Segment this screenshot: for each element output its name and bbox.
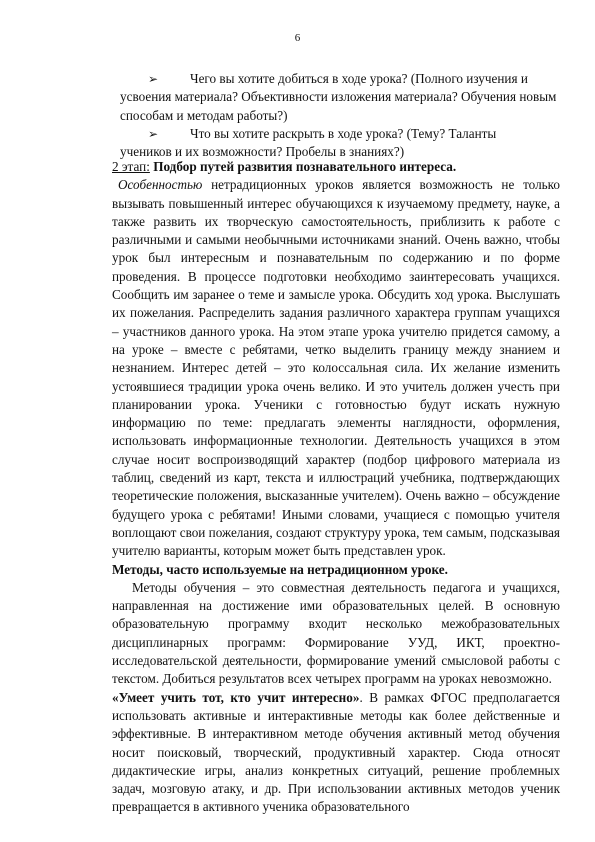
bullet-text: Чего вы хотите добиться в ходе урока? (Полного изучения и — [190, 71, 528, 86]
arrow-bullet-icon: ➢ — [148, 126, 159, 141]
bullet-continuation: усвоения материала? Объективности изложения материала? Обучения новым способам и методам работы?) — [120, 89, 557, 123]
bullet-list — [120, 70, 560, 161]
stage-title: Подбор путей развития познавательного интереса. — [153, 159, 457, 174]
bullet-item — [120, 125, 560, 162]
bullet-continuation: учеников и их возможности? Пробелы в знаниях?) — [120, 144, 405, 160]
main-text — [112, 158, 560, 817]
paragraph-body: нетрадиционных уроков является возможность не только вызывать повышенный интерес обучающихся к изучаемому предмету, науке, а также развить их творческую самостоятельность, приблизить к работе с различными и самыми необычными источниками знаний. Очень важно, чтобы урок был интересным и познавательным по содержанию и по форме проведения. В процессе подготовки необходимо заинтересовать учащихся. Сообщить им заранее о теме и замысле урока. Обсудить ход урока. Выслушать их пожелания. Распределить задания различного характера группам учащихся – участников данного урока. На этом этапе урока учителю придется самому, а на уроке – вместе с ребятами, четко выделить границу между знанием и незнанием. Интерес детей – это колоссальная сила. Их желание изменить устоявшиеся традиции урока очень велико. И это учитель должен учесть при планировании урока. Ученики с готовностью будут искать нужную информацию по теме: предлагать элементы наглядности, оформления, использовать информационные технологии. Деятельность учащихся в этом случае носит воспроизводящий характер (подбор цифрового материала из таблиц, сведений из карт, текста и иллюстраций учебника, подтверждающих теоретические положения, высказанные учителем). Очень важно – обсуждение будущего урока с ребятами! Иными словами, учащиеся с помощью учителя воплощают свои пожелания, создают структуру урока, тем самым, подсказывая учителю варианты, которым может быть представлен урок. — [112, 177, 561, 559]
methods-heading: Методы, часто используемые на нетрадиционном уроке. — [112, 561, 448, 577]
stage-number: 2 этап: — [112, 159, 150, 174]
paragraph-body-cont: . В рамках ФГОС предполагается использовать активные и интерактивные методы как более действенные и эффективные. В интерактивном методе обучения активный метод обучения носит поисковый, творческий, продуктивный характер. Сюда относят дидактические игры, анализ конкретных ситуаций, решение проблемных задач, мозговую атаку, и др. При использовании активных методов ученик превращается в активного ученика образовательного — [112, 689, 560, 815]
bullet-text: Что вы хотите раскрыть в ходе урока? (Тему? Таланты — [190, 125, 497, 141]
bold-quote: «Умеет учить тот, кто учит интересно» — [112, 689, 360, 705]
page-number: 6 — [294, 32, 301, 44]
bullet-first-line — [120, 125, 560, 143]
bullet-first-line — [120, 70, 560, 88]
bullet-item — [120, 70, 560, 125]
paragraph-body: Методы обучения – это совместная деятельность педагога и учащихся, направленная на достижение ими образовательных целей. В основную образовательную программу входит несколько межобразовательных дисциплинарных программ: Формирование УУД, ИКТ, проектно-исследовательской деятельности, формирование умений смысловой работы с текстом. Добиться результатов всех четырех программ на уроках невозможно. — [112, 579, 560, 687]
stage-heading — [112, 158, 560, 176]
paragraph-features — [112, 176, 560, 560]
italic-lead-word: Особенностью — [118, 177, 203, 193]
paragraph-methods — [112, 579, 560, 817]
arrow-bullet-icon: ➢ — [148, 72, 159, 86]
